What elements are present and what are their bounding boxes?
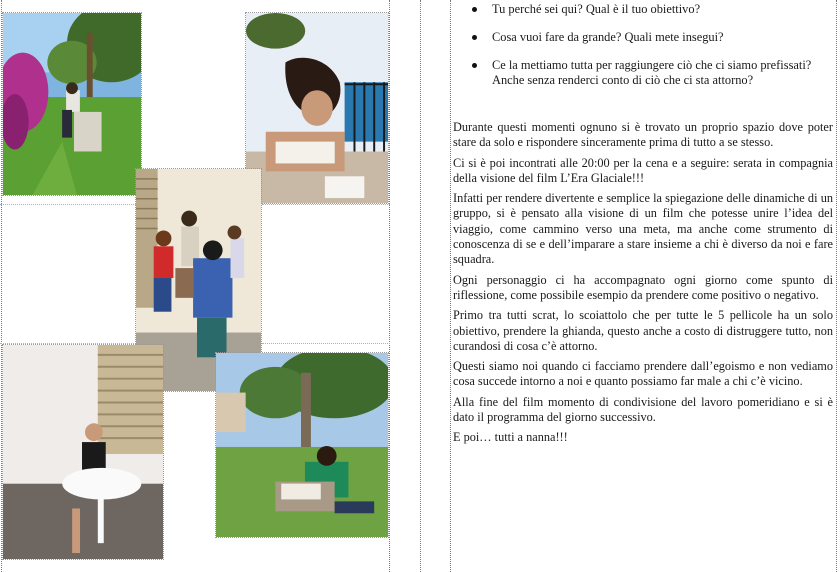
photo-girl-writing-on-balcony (245, 12, 389, 204)
list-item: Tu perché sei qui? Qual è il tuo obiettivo? (470, 2, 830, 17)
paragraph: Ogni personaggio ci ha accompagnato ogni giorno come spunto di riflessione, come possibile esempio da prendere come positivo o negativo. (453, 272, 833, 302)
margin-guide-horizontal-1 (0, 204, 142, 205)
bullet-icon (472, 63, 477, 68)
list-item: Ce la mettiamo tutta per raggiungere ciò che ci siamo prefissati? Anche senza renderci conto di ciò che ci sta attorno? (470, 58, 830, 88)
column-guide-left (389, 0, 390, 572)
paragraph: E poi… tutti a nanna!!! (453, 430, 568, 445)
paragraph: Ci si è poi incontrati alle 20:00 per la cena e a seguire: serata in compagnia della visione del film L’Era Glaciale!!! (453, 155, 833, 185)
column-guide-right (450, 0, 451, 572)
body-text (453, 120, 833, 451)
photo-girl-at-white-table (2, 344, 164, 560)
photo-boy-writing-on-bench (2, 12, 142, 196)
paragraph: Questi siamo noi quando ci facciamo prendere dall’egoismo e non vediamo cosa succede intorno a noi e quanto possiamo far male a chi c’è vicino. (453, 359, 833, 389)
right-margin-guide (836, 0, 837, 572)
margin-guide-horizontal-2 (262, 204, 390, 205)
paragraph: Durante questi momenti ognuno si è trovato un proprio spazio dove poter stare da solo e rispondere sinceramente prima di tutto a se stesso. (453, 120, 833, 150)
questions-list (470, 0, 830, 101)
list-item: Cosa vuoi fare da grande? Quali mete insegui? (470, 30, 830, 45)
margin-guide-horizontal-4 (262, 343, 390, 344)
bullet-icon (472, 7, 477, 12)
column-guide-center (420, 0, 421, 572)
paragraph: Alla fine del film momento di condivisione del lavoro pomeridiano e si è dato il programma del giorno successivo. (453, 394, 833, 425)
paragraph: Primo tra tutti scrat, lo scoiattolo che per tutte le 5 pellicole ha un solo obiettivo, prendere la ghianda, questo anche a costo di distruggere tutto, non curandosi di cosa c’è attorno. (453, 308, 833, 353)
photo-boy-writing-on-grass (215, 352, 389, 538)
paragraph: Infatti per rendere divertente e semplice la spiegazione delle dinamiche di un gruppo, si è pensato alla visione di un film che potesse unire l’idea del viaggio, come cammino verso una meta, ma anche come strumento di conoscenza di se e dell’imparare a stare insieme a chi è diverso da noi e fare squadra. (453, 191, 833, 267)
bullet-icon (472, 35, 477, 40)
